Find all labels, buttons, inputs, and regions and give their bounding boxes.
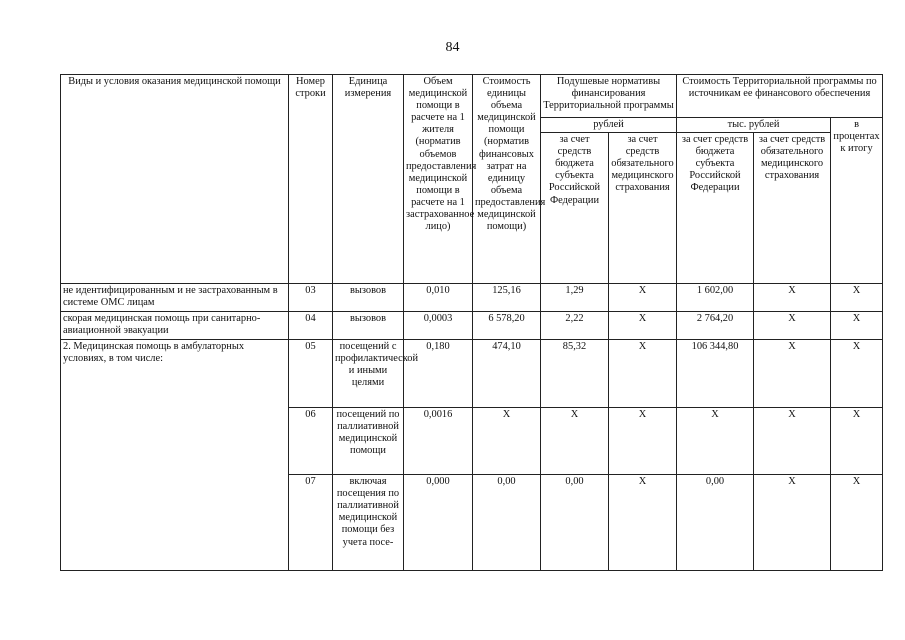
- header-norms-oms: за счет средств обязательного медицинского страхования: [609, 133, 677, 284]
- row-name: не идентифицированным и не застрахованным в системе ОМС лицам: [61, 284, 289, 312]
- row-norm-oms: Х: [609, 408, 677, 475]
- row-cost-oms: Х: [754, 475, 831, 571]
- table-row: [61, 284, 883, 312]
- header-cost-oms: за счет средств обязательного медицинского страхования: [754, 133, 831, 284]
- row-volume: 0,0016: [404, 408, 473, 475]
- header-row-1: [61, 75, 883, 118]
- row-volume: 0,180: [404, 340, 473, 408]
- page-number: 84: [445, 40, 460, 55]
- row-cost-budget: Х: [677, 408, 754, 475]
- header-share: в процентах к итогу: [831, 118, 883, 284]
- row-cost-oms: Х: [754, 284, 831, 312]
- row-unit: вызовов: [333, 312, 404, 340]
- row-cost-oms: Х: [754, 312, 831, 340]
- row-norm-budget: 2,22: [541, 312, 609, 340]
- row-norm-oms: Х: [609, 475, 677, 571]
- row-norm-oms: Х: [609, 312, 677, 340]
- row-unit: включая посещения по паллиативной медицинской помощи без учета посе-: [333, 475, 404, 571]
- row-unit: вызовов: [333, 284, 404, 312]
- row-volume: 0,0003: [404, 312, 473, 340]
- row-name: скорая медицинская помощь при санитарно-авиационной эвакуации: [61, 312, 289, 340]
- table-row: [61, 312, 883, 340]
- row-norm-budget: 1,29: [541, 284, 609, 312]
- row-share: Х: [831, 284, 883, 312]
- row-norm-oms: Х: [609, 284, 677, 312]
- row-number: 05: [289, 340, 333, 408]
- row-cost-budget: 2 764,20: [677, 312, 754, 340]
- header-cost-group: Стоимость Территориальной программы по источникам ее финансового обеспечения: [677, 75, 883, 118]
- header-kind: Виды и условия оказания медицинской помощи: [61, 75, 289, 284]
- header-norms-group: Подушевые нормативы финансирования Территориальной программы: [541, 75, 677, 118]
- header-unit: Единица измерения: [333, 75, 404, 284]
- row-cost-oms: Х: [754, 408, 831, 475]
- row-unit-cost: 474,10: [473, 340, 541, 408]
- header-norms-unit: рублей: [541, 118, 677, 133]
- row-number: 06: [289, 408, 333, 475]
- row-number: 07: [289, 475, 333, 571]
- row-share: Х: [831, 340, 883, 408]
- header-volume: Объем медицинской помощи в расчете на 1 жителя (норматив объемов предоставления медицинской помощи в расчете на 1 застрахованное лицо): [404, 75, 473, 284]
- header-cost-budget: за счет средств бюджета субъекта Российской Федерации: [677, 133, 754, 284]
- row-cost-budget: 106 344,80: [677, 340, 754, 408]
- row-volume: 0,000: [404, 475, 473, 571]
- row-number: 03: [289, 284, 333, 312]
- row-norm-budget: 85,32: [541, 340, 609, 408]
- row-norm-budget: Х: [541, 408, 609, 475]
- row-share: Х: [831, 408, 883, 475]
- row-cost-oms: Х: [754, 340, 831, 408]
- row-unit-cost: 0,00: [473, 475, 541, 571]
- row-share: Х: [831, 312, 883, 340]
- row-share: Х: [831, 475, 883, 571]
- header-unit-cost: Стоимость единицы объема медицинской помощи (норматив финансовых затрат на единицу объема предоставления медицинской помощи): [473, 75, 541, 284]
- row-unit-cost: 125,16: [473, 284, 541, 312]
- table-row: [61, 340, 883, 408]
- row-name: 2. Медицинская помощь в амбулаторных условиях, в том числе:: [61, 340, 289, 571]
- row-unit-cost: Х: [473, 408, 541, 475]
- row-number: 04: [289, 312, 333, 340]
- row-unit: посещений по паллиативной медицинской помощи: [333, 408, 404, 475]
- header-cost-unit: тыс. рублей: [677, 118, 831, 133]
- header-norms-budget: за счет средств бюджета субъекта Российской Федерации: [541, 133, 609, 284]
- row-cost-budget: 0,00: [677, 475, 754, 571]
- row-cost-budget: 1 602,00: [677, 284, 754, 312]
- row-norm-oms: Х: [609, 340, 677, 408]
- row-norm-budget: 0,00: [541, 475, 609, 571]
- header-row-number: Номер строки: [289, 75, 333, 284]
- financing-table: [60, 74, 883, 571]
- row-volume: 0,010: [404, 284, 473, 312]
- row-unit-cost: 6 578,20: [473, 312, 541, 340]
- row-unit: посещений с профилактической и иными целями: [333, 340, 404, 408]
